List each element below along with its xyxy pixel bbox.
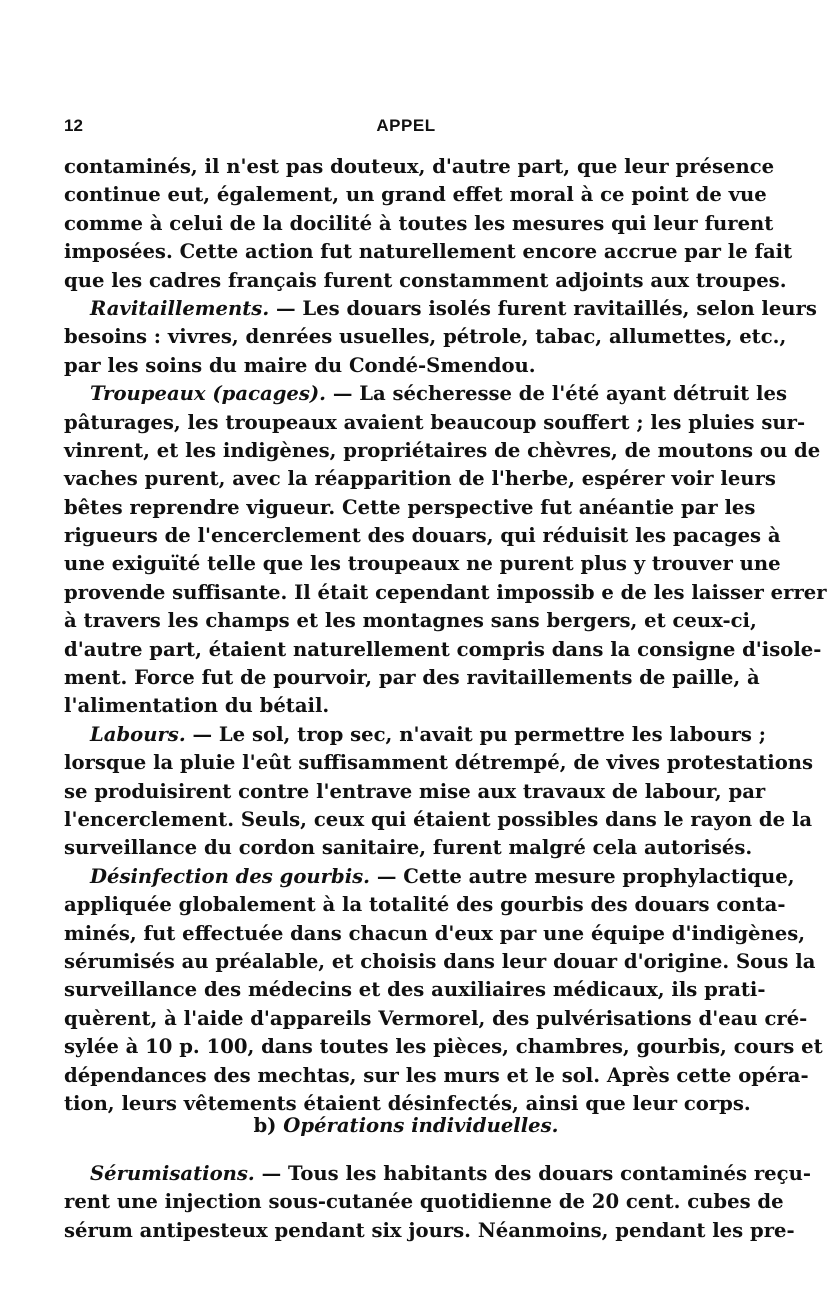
text-line: pâturages, les troupeaux avaient beaucoup souffert ; les pluies sur- xyxy=(64,410,806,434)
paragraph-ravitaillements-first-line xyxy=(64,295,817,323)
text-line: besoins : vivres, denrées usuelles, pétrole, tabac, allumettes, etc., xyxy=(64,325,787,349)
page-number: 12 xyxy=(64,116,83,135)
text-line: contaminés, il n'est pas douteux, d'autre part, que leur présence xyxy=(64,155,775,178)
text-run: — Les douars isolés furent ravitaillés, selon leurs xyxy=(269,296,817,320)
body-text-main xyxy=(64,153,827,1118)
section-label: b) xyxy=(253,1114,277,1137)
paragraph-heading-serumisations: Sérumisations. xyxy=(90,1162,255,1185)
text-line: rigueurs de l'encerclement des douars, qui réduisit les pacages à xyxy=(64,524,781,548)
text-line: comme à celui de la docilité à toutes les mesures qui leur furent xyxy=(64,211,774,235)
text-line: sylée à 10 p. 100, dans toutes les pièces, chambres, gourbis, cours et xyxy=(64,1035,823,1059)
text-line: une exiguïté telle que les troupeaux ne purent plus y trouver une xyxy=(64,552,781,576)
text-line: imposées. Cette action fut naturellement encore accrue par le fait xyxy=(64,240,793,264)
text-line: surveillance des médecins et des auxiliaires médicaux, ils prati- xyxy=(64,978,766,1002)
paragraph-heading-troupeaux: Troupeaux (pacages). xyxy=(90,382,326,406)
text-line: ment. Force fut de pourvoir, par des ravitaillements de paille, à xyxy=(64,666,760,690)
text-line: se produisirent contre l'entrave mise aux travaux de labour, par xyxy=(64,779,766,803)
text-line: à travers les champs et les montagnes sans bergers, et ceux-ci, xyxy=(64,609,757,633)
section-title: Opérations individuelles. xyxy=(283,1114,559,1137)
text-line: d'autre part, étaient naturellement compris dans la consigne d'isole- xyxy=(64,637,822,661)
paragraph-labours-first-line xyxy=(64,721,767,749)
text-line: surveillance du cordon sanitaire, furent malgré cela autorisés. xyxy=(64,836,753,860)
text-line: minés, fut effectuée dans chacun d'eux par une équipe d'indigènes, xyxy=(64,921,806,945)
text-line: lorsque la pluie l'eût suffisamment détrempé, de vives protestations xyxy=(64,751,814,775)
text-line: appliquée globalement à la totalité des gourbis des douars conta- xyxy=(64,893,786,917)
text-line: dépendances des mechtas, sur les murs et le sol. Après cette opéra- xyxy=(64,1063,809,1087)
text-line: vaches purent, avec la réapparition de l'herbe, espérer voir leurs xyxy=(64,467,776,491)
section-heading xyxy=(64,1112,748,1140)
paragraph-heading-labours: Labours. xyxy=(90,722,186,746)
text-line: que les cadres français furent constamment adjoints aux troupes. xyxy=(64,268,787,292)
running-head: APPEL xyxy=(376,116,436,135)
text-run: — Le sol, trop sec, n'avait pu permettre les labours ; xyxy=(185,722,767,746)
paragraph-heading-ravitaillements: Ravitaillements. xyxy=(90,296,270,320)
text-line: bêtes reprendre vigueur. Cette perspective fut anéantie par les xyxy=(64,495,756,519)
text-line: sérum antipesteux pendant six jours. Néanmoins, pendant les pre- xyxy=(64,1218,795,1242)
text-line: l'encerclement. Seuls, ceux qui étaient possibles dans le rayon de la xyxy=(64,807,813,831)
body-text-section-b xyxy=(64,1160,811,1245)
paragraph-heading-desinfection: Désinfection des gourbis. xyxy=(90,864,370,888)
text-line: par les soins du maire du Condé-Smendou. xyxy=(64,353,536,377)
paragraph-serumisations-first-line xyxy=(64,1160,811,1188)
text-line: l'alimentation du bétail. xyxy=(64,694,330,718)
text-line: sérumisés au préalable, et choisis dans leur douar d'origine. Sous la xyxy=(64,949,816,973)
text-line: rent une injection sous-cutanée quotidienne de 20 cent. cubes de xyxy=(64,1190,784,1214)
paragraph-desinfection-first-line xyxy=(64,863,795,891)
text-line: quèrent, à l'aide d'appareils Vermorel, des pulvérisations d'eau cré- xyxy=(64,1006,808,1030)
page-header xyxy=(64,116,748,140)
paragraph-troupeaux-first-line xyxy=(64,380,787,408)
text-line: provende suffisante. Il était cependant impossib e de les laisser errer xyxy=(64,580,827,604)
text-line: tion, leurs vêtements étaient désinfectés, ainsi que leur corps. xyxy=(64,1091,751,1115)
text-run: — La sécheresse de l'été ayant détruit les xyxy=(326,382,787,406)
text-run: — Tous les habitants des douars contaminés reçu- xyxy=(254,1162,811,1185)
text-line: continue eut, également, un grand effet moral à ce point de vue xyxy=(64,183,767,207)
text-run: — Cette autre mesure prophylactique, xyxy=(370,864,795,888)
text-line: vinrent, et les indigènes, propriétaires de chèvres, de moutons ou de xyxy=(64,438,821,462)
